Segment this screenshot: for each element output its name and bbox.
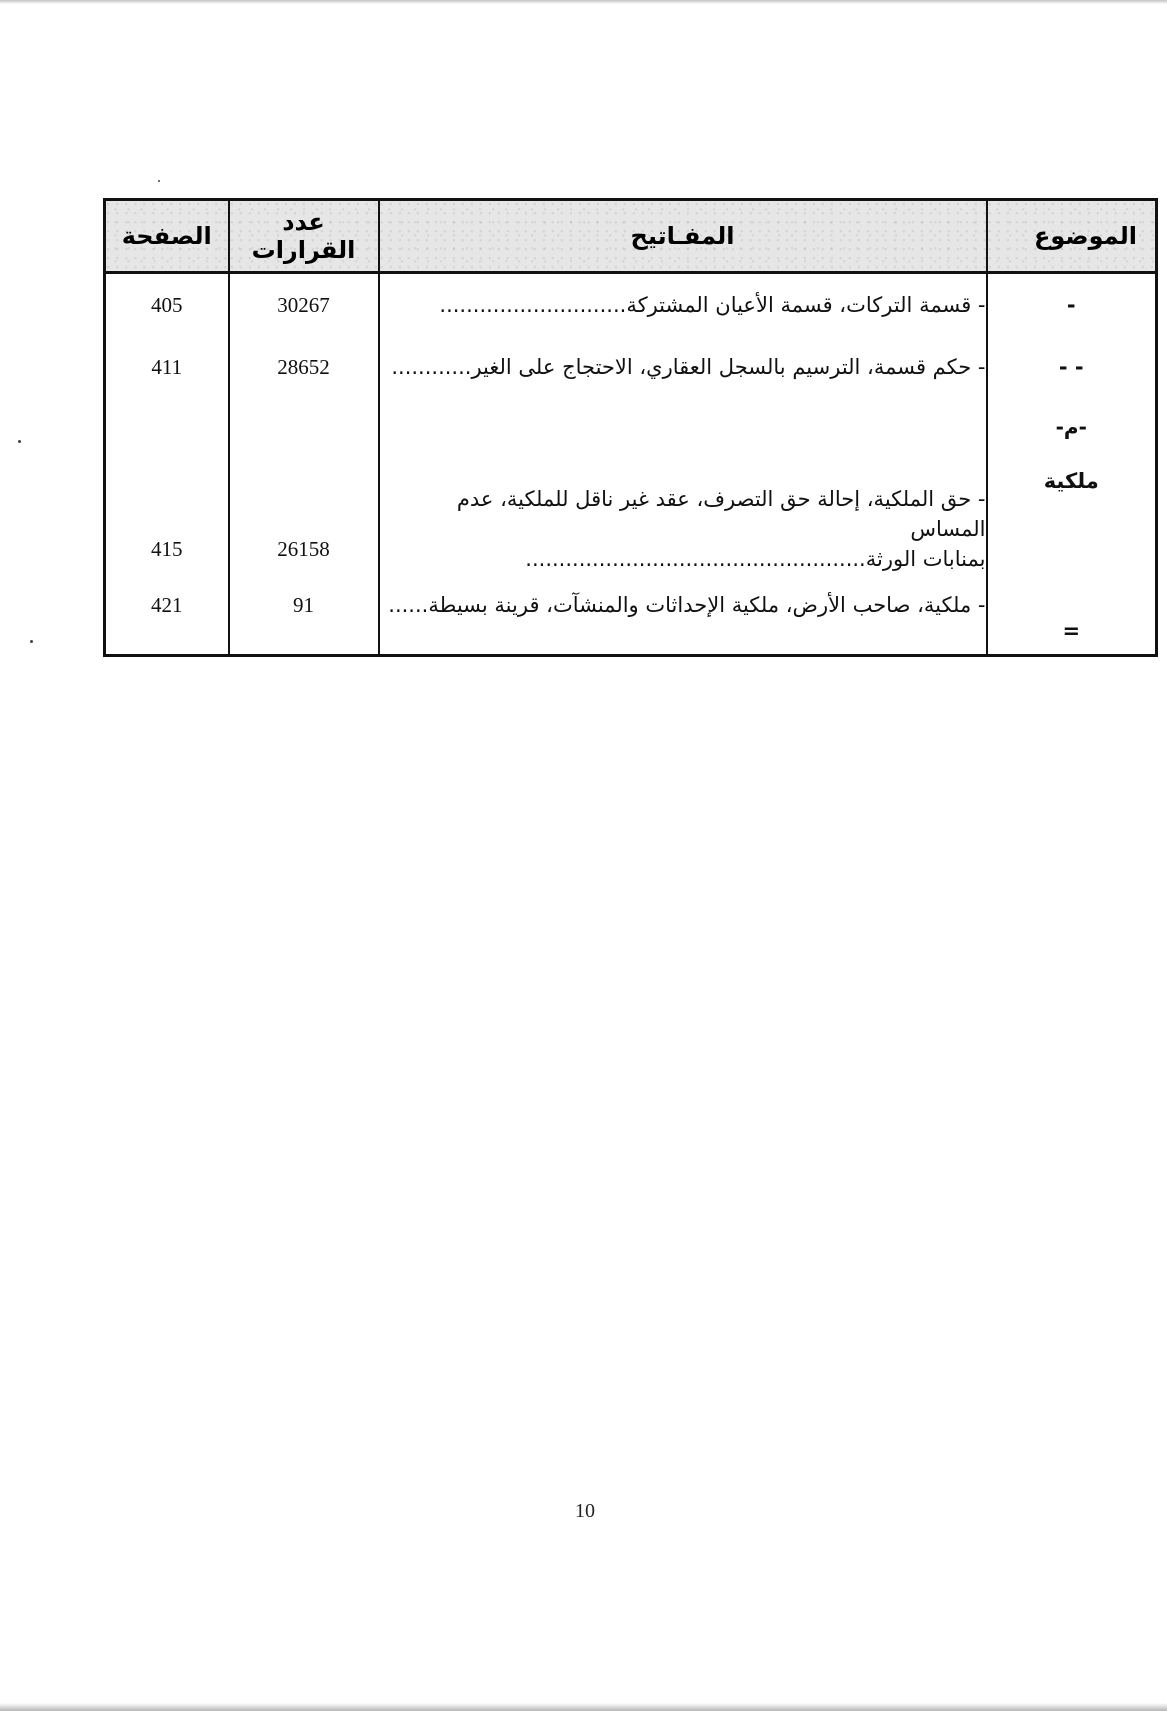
row-topic-cell <box>987 342 1157 460</box>
topic-mark: - <box>1066 293 1076 317</box>
table-row <box>105 586 1157 656</box>
row-page-cell: 421 <box>105 586 229 656</box>
row-decision-cell: 28652 <box>229 342 379 460</box>
leader-dots: ............ <box>391 355 472 379</box>
keywords-text: - ملكية، صاحب الأرض، ملكية الإحداثات والمنشآت، قرينة بسيطة <box>428 593 986 617</box>
row-decision-cell: 30267 <box>229 273 379 343</box>
leader-dots: ...... <box>388 593 429 617</box>
leader-dots: ................................................... <box>525 547 866 571</box>
topic-mark: - - <box>1058 355 1084 379</box>
row-keywords-cell <box>379 586 987 656</box>
scan-speck <box>158 180 160 182</box>
row-page-cell: 405 <box>105 273 229 343</box>
row-topic-cell <box>987 586 1157 656</box>
header-decision-count: عدد القرارات <box>229 200 379 273</box>
row-decision-cell: 91 <box>229 586 379 656</box>
keywords-line-2-wrap <box>380 544 986 574</box>
leader-dots: ............................ <box>439 293 627 317</box>
row-keywords-cell <box>379 273 987 343</box>
scan-speck <box>18 440 21 443</box>
row-page-cell: 411 <box>105 342 229 460</box>
table-row <box>105 460 1157 586</box>
row-topic-cell <box>987 415 1157 586</box>
table-row <box>105 342 1157 460</box>
scan-speck <box>30 640 33 643</box>
row-page-cell: 415 <box>105 460 229 586</box>
index-table <box>103 198 1158 657</box>
row-keywords-cell <box>379 342 987 460</box>
scan-edge-bottom <box>0 1703 1167 1711</box>
table-row <box>105 273 1157 343</box>
header-keywords: المفـاتيح <box>379 200 987 273</box>
row-keywords-cell <box>379 460 987 586</box>
topic-mark: = <box>1062 619 1081 643</box>
keywords-text: - حكم قسمة، الترسيم بالسجل العقاري، الاحتجاج على الغير <box>471 355 986 379</box>
keywords-line-1: - حق الملكية، إحالة حق التصرف، عقد غير ناقل للملكية، عدم المساس <box>456 487 986 541</box>
header-page: الصفحة <box>105 200 229 273</box>
row-decision-cell: 26158 <box>229 460 379 586</box>
scan-edge-top <box>0 0 1167 4</box>
section-letter: -م- <box>1055 415 1087 439</box>
topic-word: ملكية <box>1043 469 1099 493</box>
page-number: 10 <box>575 1500 595 1522</box>
keywords-text: - قسمة التركات، قسمة الأعيان المشتركة <box>626 293 986 317</box>
keywords-line-2: بمنابات الورثة <box>865 547 986 571</box>
header-topic: الموضوع <box>987 200 1157 273</box>
row-topic-cell <box>987 273 1157 343</box>
table-header-row <box>105 200 1157 273</box>
